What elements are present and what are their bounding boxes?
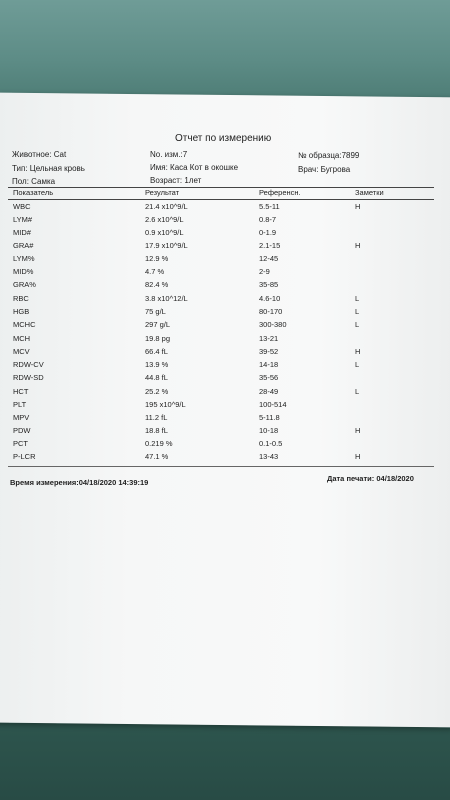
table-row [0,360,450,373]
row-parameter: MPV [13,413,30,422]
row-result: 12.9 % [145,254,169,263]
row-reference: 13-43 [259,452,279,461]
row-result: 18.8 fL [145,426,168,435]
table-row [0,413,450,426]
table-row [0,202,450,215]
table-row [0,241,450,254]
row-result: 66.4 fL [145,347,168,356]
row-parameter: LYM# [13,215,33,224]
row-parameter: MID% [13,267,34,276]
table-row [0,400,450,413]
doctor-name: Врач: Бугрова [298,165,351,174]
row-result: 0.9 x10^9/L [145,228,184,237]
row-note: H [355,426,361,435]
row-reference: 5.5-11 [259,202,280,211]
table-row [0,267,450,280]
row-parameter: PCT [13,439,28,448]
sex-field: Пол: Самка [12,177,56,186]
row-note: L [355,387,360,396]
row-parameter: RDW-CV [13,360,44,369]
table-row [0,334,450,347]
row-result: 47.1 % [145,452,169,461]
row-parameter: HCT [13,387,29,396]
row-result: 44.8 fL [145,373,168,382]
row-reference: 5-11.8 [259,413,280,422]
row-result: 75 g/L [145,307,166,316]
row-reference: 0-1.9 [259,228,277,237]
row-reference: 100-514 [259,400,287,409]
report-title: Отчет по измерению [175,133,272,144]
row-parameter: P-LCR [13,452,36,461]
row-parameter: PLT [13,400,27,409]
row-reference: 14-18 [259,360,279,369]
row-reference: 0.1-0.5 [259,439,283,448]
row-result: 4.7 % [145,267,165,276]
row-note: H [355,347,361,356]
table-row [0,215,450,228]
row-reference: 12-45 [259,254,279,263]
row-parameter: WBC [13,202,31,211]
row-parameter: RBC [13,294,29,303]
row-note: H [355,241,361,250]
table-row [0,439,450,452]
row-parameter: HGB [13,307,30,316]
row-note: L [355,320,360,329]
row-note: L [355,307,360,316]
column-header-reference: Референсн. [259,188,301,197]
sample-number: № образца:7899 [298,151,360,160]
row-reference: 0.8-7 [259,215,277,224]
table-row [0,373,450,386]
row-note: L [355,360,360,369]
row-result: 13.9 % [145,360,169,369]
table-row [0,294,450,307]
row-note: H [355,202,361,211]
row-reference: 39-52 [259,347,279,356]
row-result: 19.8 pg [145,334,171,343]
row-reference: 35-56 [259,373,279,382]
row-parameter: GRA# [13,241,34,250]
row-note: H [355,452,361,461]
row-result: 82.4 % [145,280,169,289]
row-reference: 13-21 [259,334,279,343]
table-row [0,307,450,320]
table-row [0,426,450,439]
row-parameter: RDW-SD [13,373,44,382]
table-row [0,320,450,333]
animal-field: Животное: Cat [12,150,67,159]
row-reference: 4.6-10 [259,294,281,303]
row-reference: 300-380 [259,320,287,329]
table-row [0,228,450,241]
row-result: 25.2 % [145,387,169,396]
row-parameter: MCV [13,347,30,356]
column-header-parameter: Показатель [13,188,54,197]
row-note: L [355,294,360,303]
sample-type: Тип: Цельная кровь [12,164,85,173]
row-parameter: PDW [13,426,31,435]
table-row [0,452,450,465]
measurement-time: Время измерения:04/18/2020 14:39:19 [10,478,149,487]
table-row [0,347,450,360]
age-field: Возраст: 1лет [150,176,202,185]
row-result: 195 x10^9/L [145,400,186,409]
print-date: Дата печати: 04/18/2020 [327,474,414,483]
table-bottom-rule [8,466,434,467]
row-reference: 10-18 [259,426,279,435]
row-result: 21.4 x10^9/L [145,202,188,211]
column-header-notes: Заметки [355,188,384,197]
row-result: 297 g/L [145,320,171,329]
row-parameter: MID# [13,228,31,237]
header-bottom-rule [8,199,434,200]
row-result: 0.219 % [145,439,173,448]
row-parameter: GRA% [13,280,36,289]
row-reference: 2-9 [259,267,270,276]
row-reference: 35-85 [259,280,279,289]
row-parameter: MCHC [13,320,36,329]
table-row [0,254,450,267]
row-result: 2.6 x10^9/L [145,215,184,224]
row-reference: 2.1-15 [259,241,281,250]
row-parameter: MCH [13,334,31,343]
row-reference: 28-49 [259,387,279,396]
row-result: 3.8 x10^12/L [145,294,188,303]
patient-name: Имя: Каса Кот в окошке [150,163,239,172]
column-header-result: Результат [145,188,180,197]
measurement-number: No. изм.:7 [150,150,188,159]
table-row [0,387,450,400]
row-reference: 80-170 [259,307,283,316]
row-parameter: LYM% [13,254,35,263]
row-result: 11.2 fL [145,413,168,422]
row-result: 17.9 x10^9/L [145,241,188,250]
table-row [0,280,450,293]
